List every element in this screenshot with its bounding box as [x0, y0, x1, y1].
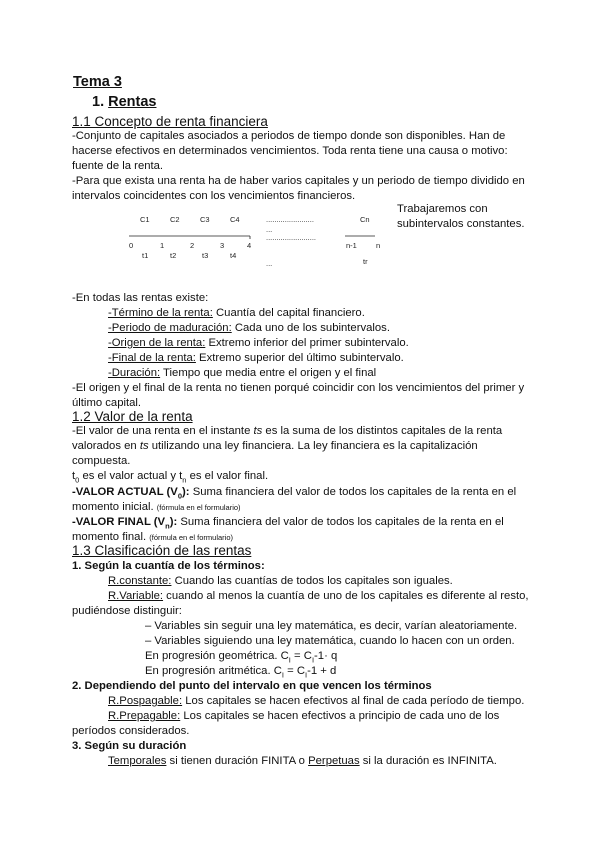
- term: Perpetuas: [308, 755, 360, 767]
- text: es el valor actual y t: [79, 470, 183, 482]
- paragraph-line: [72, 500, 241, 515]
- text: es el valor final.: [186, 470, 269, 482]
- capital-label: Cn: [360, 215, 370, 224]
- tick-label: 4: [247, 241, 252, 250]
- paragraph-line: último capital.: [72, 397, 142, 409]
- text: -1 + d: [307, 665, 337, 677]
- capital-label: C1: [140, 215, 150, 224]
- tick-label: n-1: [346, 241, 357, 250]
- text: es la suma de los distintos capitales de la renta: [262, 425, 503, 437]
- section-title: [92, 94, 156, 111]
- label-close: ):: [182, 486, 190, 498]
- text: -1· q: [314, 650, 338, 662]
- period-label: t3: [202, 251, 209, 260]
- heading-1-2: 1.2 Valor de la renta: [72, 409, 193, 424]
- desc: Los capitales se hacen efectivos al final de cada período de tiempo.: [182, 695, 525, 707]
- text: momento final.: [72, 531, 150, 543]
- desc: Cuando las cuantías de todos los capitales son iguales.: [171, 575, 453, 587]
- text: momento inicial.: [72, 501, 157, 513]
- paragraph-line: hacerse efectivos en determinados vencimientos. Toda renta tiene una causa o motivo:: [72, 145, 508, 157]
- period-label: t2: [170, 251, 177, 260]
- text: En progresión geométrica. C: [145, 650, 289, 662]
- dots-top: .......................: [266, 215, 314, 224]
- class-3: 3. Según su duración: [72, 740, 187, 752]
- capital-label: C2: [170, 215, 180, 224]
- text: t: [72, 470, 76, 482]
- section-label: Rentas: [108, 94, 157, 110]
- formula-geometrica: [145, 649, 337, 664]
- ts-var: ts: [253, 425, 263, 437]
- list-item: [108, 366, 376, 381]
- dots-bottom: ...: [266, 259, 273, 268]
- dots-short: ...: [266, 225, 273, 234]
- list-item: [108, 574, 453, 589]
- text: si tienen duración FINITA o: [166, 755, 309, 767]
- text: Suma financiera del valor de todos los capitales de la renta en el: [177, 516, 504, 528]
- paragraph-line: [72, 439, 478, 454]
- list-item: [108, 306, 365, 321]
- list-item: [108, 589, 529, 604]
- list-item: [108, 351, 404, 366]
- existe-intro: -En todas las rentas existe:: [72, 292, 209, 304]
- term: -Término de la renta:: [108, 307, 213, 319]
- paragraph-line: -Conjunto de capitales asociados a periodos de tiempo donde son disponibles. Han de: [72, 130, 506, 142]
- desc: Tiempo que media entre el origen y el final: [160, 367, 377, 379]
- tick-label: 1: [160, 241, 165, 250]
- list-item: [108, 754, 497, 769]
- section-number: 1.: [92, 94, 105, 110]
- text: utilizando una ley financiera. La ley financiera es la capitalización: [148, 440, 478, 452]
- tick-label: 2: [190, 241, 195, 250]
- paragraph-line: -Para que exista una renta ha de haber varios capitales y un periodo de tiempo dividido en: [72, 175, 525, 187]
- note: (fórmula en el formulario): [149, 533, 234, 542]
- list-item: – Variables sin seguir una ley matemática, es decir, varían aleatoriamente.: [145, 620, 518, 632]
- desc: cuando al menos la cuantía de uno de los capitales es diferente al resto,: [163, 590, 529, 602]
- paragraph-line: intervalos coincidentes con los vencimientos financieros.: [72, 190, 356, 202]
- diagram-note: Trabajaremos con subintervalos constantes.: [397, 203, 525, 230]
- class-2: 2. Dependiendo del punto del intervalo en que vencen los términos: [72, 680, 432, 692]
- label-close: ):: [169, 516, 178, 528]
- label: -VALOR FINAL (V: [72, 516, 166, 528]
- label: -VALOR ACTUAL (V: [72, 486, 178, 498]
- tick-label: n: [376, 241, 381, 250]
- term: -Final de la renta:: [108, 352, 196, 364]
- paragraph-line: [72, 469, 268, 484]
- desc: Cuantía del capital financiero.: [212, 307, 365, 319]
- paragraph-line: fuente de la renta.: [72, 160, 164, 172]
- timeline-diagram: [120, 208, 390, 270]
- list-item: [108, 694, 524, 709]
- capital-label: C3: [200, 215, 210, 224]
- term: R.Variable:: [108, 590, 164, 602]
- desc: Extremo superior del último subintervalo.: [195, 352, 404, 364]
- list-item: [108, 336, 409, 351]
- heading-1-3: 1.3 Clasificación de las rentas: [72, 543, 252, 558]
- text: si la duración es INFINITA.: [359, 755, 497, 767]
- tick-label: 0: [129, 241, 134, 250]
- text: = C: [290, 650, 312, 662]
- class-1: 1. Según la cuantía de los términos:: [72, 560, 265, 572]
- dots-mid: ........................: [266, 233, 317, 242]
- term: R.Prepagable:: [108, 710, 181, 722]
- paragraph-line: -El origen y el final de la renta no tienen porqué coincidir con los vencimientos del primer y: [72, 382, 525, 394]
- term: -Periodo de maduración:: [108, 322, 232, 334]
- subscript: I: [288, 655, 291, 665]
- list-item: [108, 321, 390, 336]
- subscript: I: [311, 655, 315, 665]
- list-item: [108, 709, 499, 724]
- valor-final: [72, 515, 504, 530]
- formula-aritmetica: [145, 664, 336, 679]
- text: valorados en: [72, 440, 140, 452]
- paragraph-line: períodos considerados.: [72, 725, 190, 737]
- text: -El valor de una renta en el instante: [72, 425, 254, 437]
- page-title: Tema 3: [73, 74, 122, 90]
- subscript: 0: [177, 491, 183, 501]
- term: Temporales: [108, 755, 167, 767]
- note: (fórmula en el formulario): [156, 503, 241, 512]
- text: Suma financiera del valor de todos los capitales de la renta en el: [189, 486, 517, 498]
- desc: Cada uno de los subintervalos.: [231, 322, 390, 334]
- subscript: I: [281, 670, 284, 680]
- period-label: t4: [230, 251, 237, 260]
- period-label: tr: [363, 257, 368, 266]
- paragraph-line: compuesta.: [72, 455, 131, 467]
- valor-actual: [72, 485, 516, 500]
- subscript: n: [182, 475, 187, 485]
- list-item: – Variables siguiendo una ley matemática, cuando lo hacen con un orden.: [145, 635, 515, 647]
- desc: Los capitales se hacen efectivos a principio de cada uno de los: [180, 710, 500, 722]
- paragraph-line: [72, 424, 502, 439]
- capital-label: C4: [230, 215, 240, 224]
- text: = C: [283, 665, 306, 677]
- term: R.constante:: [108, 575, 172, 587]
- tick-label: 3: [220, 241, 225, 250]
- term: -Duración:: [108, 367, 161, 379]
- term: R.Pospagable:: [108, 695, 183, 707]
- ts-var: ts: [139, 440, 149, 452]
- subscript: n: [165, 521, 170, 531]
- subscript: I: [305, 670, 308, 680]
- subscript: 0: [75, 475, 80, 485]
- heading-1-1: 1.1 Concepto de renta financiera: [72, 114, 268, 129]
- period-label: t1: [142, 251, 149, 260]
- term: -Origen de la renta:: [108, 337, 206, 349]
- paragraph-line: pudiéndose distinguir:: [72, 605, 182, 617]
- desc: Extremo inferior del primer subintervalo.: [205, 337, 409, 349]
- text: En progresión aritmética. C: [145, 665, 282, 677]
